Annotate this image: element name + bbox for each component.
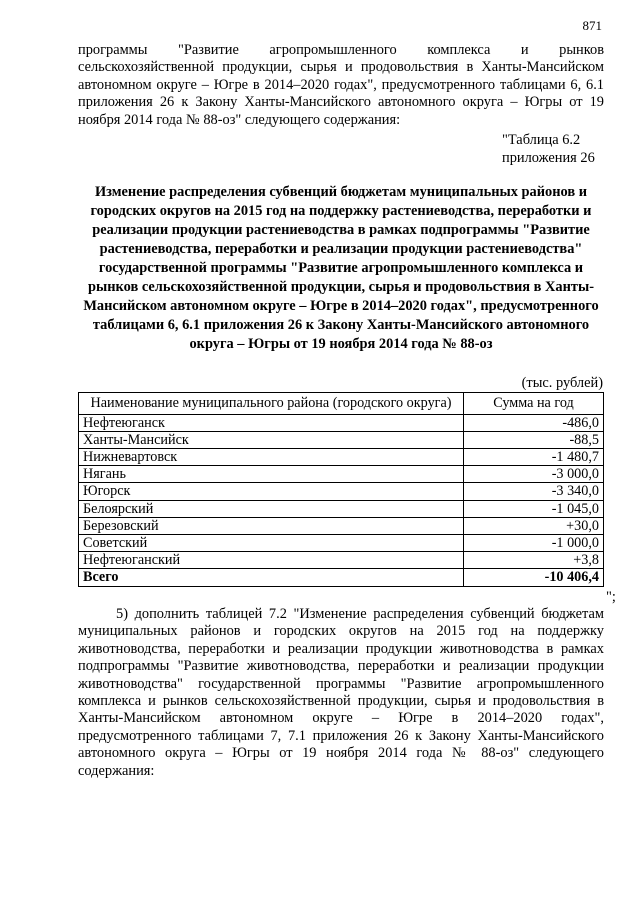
intro-paragraph — [78, 42, 604, 129]
row-name: Ханты-Мансийск — [79, 431, 464, 448]
table-header-row — [79, 393, 604, 415]
table-row — [79, 517, 604, 534]
caption-table-number: "Таблица 6.2 — [502, 132, 581, 148]
row-name: Советский — [79, 534, 464, 551]
caption-appendix: приложения 26 — [502, 150, 595, 166]
row-value: -1 000,0 — [464, 534, 604, 551]
table-row — [79, 483, 604, 500]
outro-text: 5) дополнить таблицей 7.2 "Изменение распределения субвенций бюджетам муниципальных районов и городских округов на 2015 год на поддержку животноводства, переработки и реализации продукции животноводства в рамках подпрограммы "Развитие животноводства, переработки и реализации продукции животноводства" государственной программы "Развитие агропромышленного комплекса и рынков сельскохозяйственной продукции, сырья и продовольствия в Ханты-Мансийском автономном округе – Югре в 2014–2020 годах", предусмотренного таблицами 7, 7.1 приложения 26 к Закону Ханты-Мансийского автономного округа – Югры от 19 ноября 2014 года № 88-оз" следующего содержания: — [78, 606, 604, 779]
row-value: +30,0 — [464, 517, 604, 534]
row-value: +3,8 — [464, 552, 604, 569]
row-name: Нижневартовск — [79, 448, 464, 465]
row-name: Нягань — [79, 466, 464, 483]
intro-text: программы "Развитие агропромышленного комплекса и рынков сельскохозяйственной продукции, сырья и продовольствия в Ханты-Мансийском автономном округе – Югре в 2014–2020 годах", предусмотренного таблицами 6, 6.1 приложения 26 к Закону Ханты-Мансийского автономного округа – Югры от 19 ноября 2014 года № 88-оз" следующего содержания: — [78, 42, 604, 128]
total-value: -10 406,4 — [464, 569, 604, 586]
table-total-row — [79, 569, 604, 586]
row-name: Березовский — [79, 517, 464, 534]
page-number: 871 — [582, 18, 602, 33]
row-name: Югорск — [79, 483, 464, 500]
table-row — [79, 414, 604, 431]
table-row — [79, 466, 604, 483]
row-value: -88,5 — [464, 431, 604, 448]
row-name: Белоярский — [79, 500, 464, 517]
row-value: -3 000,0 — [464, 466, 604, 483]
table-caption — [502, 131, 595, 167]
closing-quote-mark: "; — [606, 589, 616, 605]
table-row — [79, 500, 604, 517]
row-value: -1 480,7 — [464, 448, 604, 465]
table-row — [79, 534, 604, 551]
column-header-sum: Сумма на год — [464, 393, 604, 415]
table-row — [79, 431, 604, 448]
total-label: Всего — [79, 569, 464, 586]
row-value: -486,0 — [464, 414, 604, 431]
row-value: -1 045,0 — [464, 500, 604, 517]
row-name: Нефтеюганский — [79, 552, 464, 569]
subsidy-table — [78, 392, 604, 587]
row-name: Нефтеюганск — [79, 414, 464, 431]
table-row — [79, 552, 604, 569]
column-header-name: Наименование муниципального района (городского округа) — [79, 393, 464, 415]
row-value: -3 340,0 — [464, 483, 604, 500]
outro-paragraph — [78, 606, 604, 780]
table-row — [79, 448, 604, 465]
units-label: (тыс. рублей) — [521, 375, 603, 391]
table-heading: Изменение распределения субвенций бюджетам муниципальных районов и городских округов на 2015 год на поддержку растениеводства, переработки и реализации продукции растениеводства в рамках подпрограммы "Развитие растениеводства, переработки и реализации продукции растениеводства" государственной программы "Развитие агропромышленного комплекса и рынков сельскохозяйственной продукции, сырья и продовольствия в Ханты-Мансийском автономном округе – Югре в 2014–2020 годах", предусмотренного таблицами 6, 6.1 приложения 26 к Закону Ханты-Мансийского автономного округа – Югры от 19 ноября 2014 года № 88-оз — [83, 184, 599, 352]
